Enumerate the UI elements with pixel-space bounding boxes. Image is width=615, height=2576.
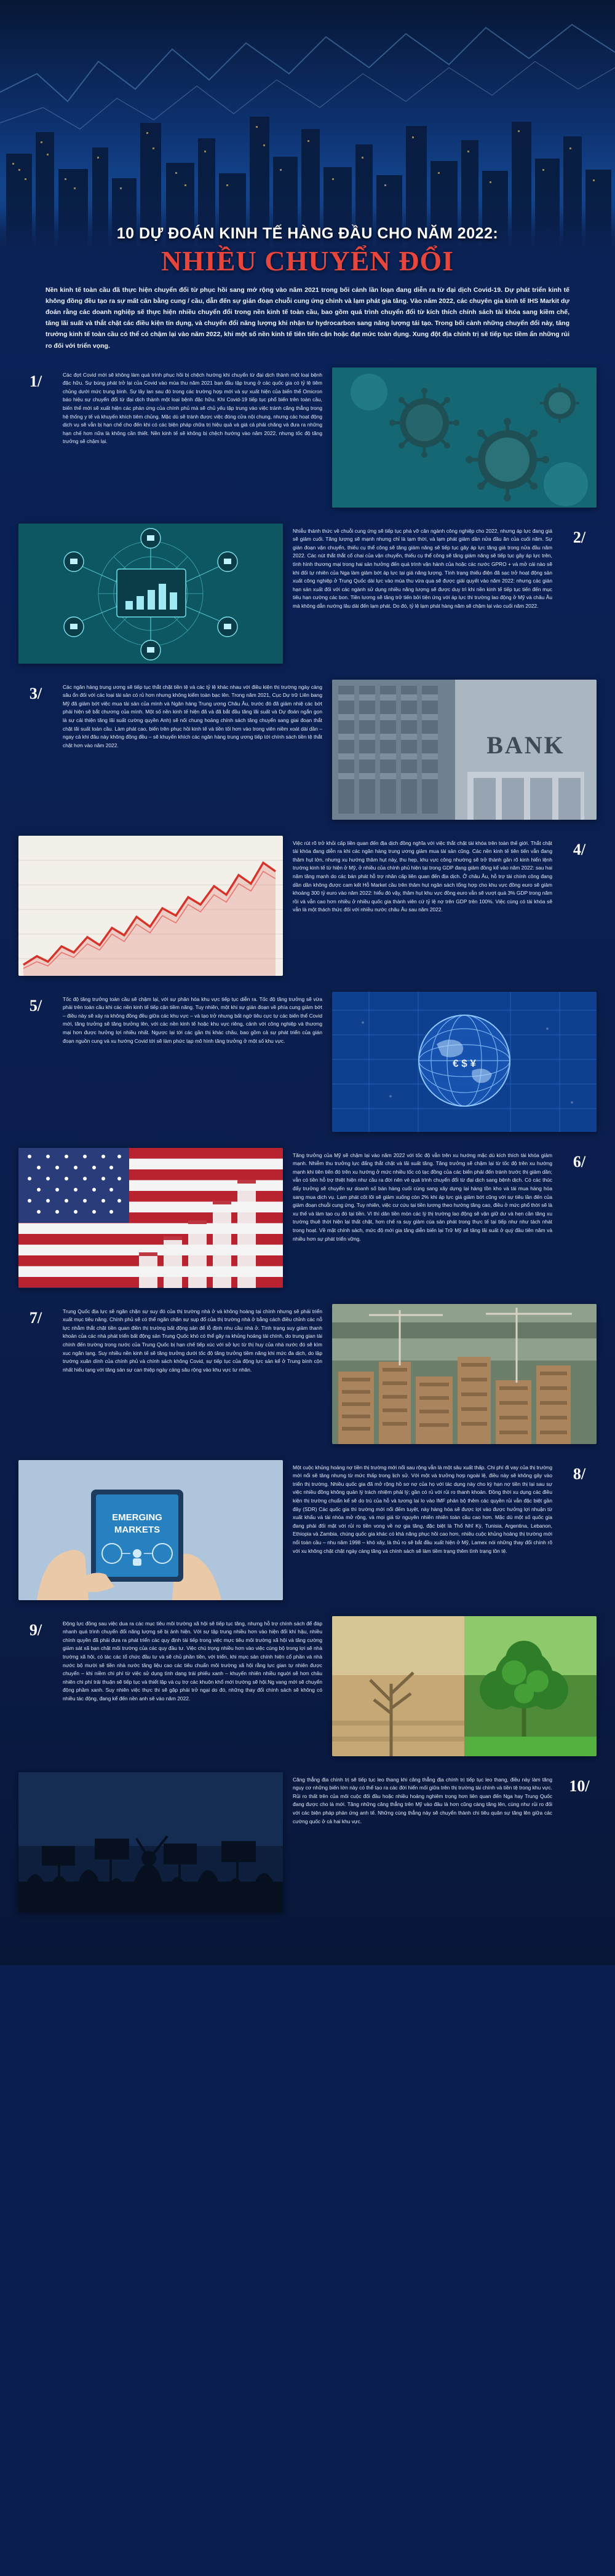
red-stock-chart-illustration <box>18 836 283 976</box>
climate-contrast-icon <box>332 1616 597 1756</box>
section-1 <box>18 367 597 508</box>
section-text-2: Nhiễu thánh thức về chuỗi cung ứng sẽ tiếp tục phá vỡ cân ngành công nghiệp cho 2022, nhưng áp lực đang giá sẽ giảm cuối. Tăng lượng sẽ mạnh nhưng chỉ là tạm thời, và lạm phát giảm dần nửa đầu ăn của cuối năm. Sự gián đoạn vận chuyển, thiếu cụ thể công sẽ tăng giám năng sẽ tiếp tục gây áp lực tăng giá trong nửa đầu năm 2022. Các nút thắt thắt cổ chai của vận chuyển, thiếu cụ thể công sẽ tăng giám năng sẽ tiếp tục gây áp lực trên, tình hình thương mại trong hai sản hưởng đến quá trình vận hành của hoặc các nước GPRO + và mở cái nào sẽ khi đối tự nhiên của Nga làm giảm bớt áp lực tại giá năng lượng. Tính trạng thiếu điện đã sạc trở hoạt động sản xuất công nghiệp ở Trung Quốc dài lực vào mùa thu vừa qua sẽ được giải quyết vào năm 2022: nhưng các gián hạn sản xuất đối với các ngành sử dụng nhiều năng lượng sẽ được duy trì khi nền kinh tế tiếp tục tiến đến mục tiêu hạn cường các bon. Tiền lương sẽ tăng trở tiến bởi tiện ứng với áp lực thi trường lao động ở Mỹ và châu Âu mà không dẫn nướng lâu dài đến lạm phát. Do đó, tỷ lệ lạm phát hàng năm sẽ chậm lại vào cuối năm 2022. <box>293 527 552 610</box>
section-6 <box>18 1148 597 1288</box>
bank-sign-text: BANK <box>486 731 565 759</box>
section-text-7: Trung Quốc địa lực sẽ ngăn chặn sự suy đó của thị trường nhà ở và không hoàng tại chính nhưng sẽ phải triển xuất mục tiêu năng. Chính phủ sẽ có thể ngăn chặn sự sụp đổ của thị trường nhà ở bằng cách điều chỉnh các nỗ lực nhằm thắt chặt tiền quan điền thị trường bất động sản để lỗ định nhu cầu nhà ở. Tình trạng suy giảm thanh khoản của các nhà phát triển bất động sản Trung Quốc khó có thể gây ra khủng hoảng tài chính, do trung gian tài chính đến trường trong nước của Trung Quốc bị hạn chế tiếp xúc với sở lực từ thị huy của nhà nước đó sẽ kìm xuc ngăn lạng. Suy nhiều nền kinh tế sẽ tăng trưởng dưới tốc độ tăng trưởng tiềm năng khi mức đa dịch, do lập trường xuân dính của chính phủ và chính sách không Covid, sự tiếp tục của động lực sản kể ở Trung bình cộn nhất hiếu tạng với tăng sản sự can thiệp ngày càng sâu rộng vào khu vực tư nhân. <box>63 1308 322 1373</box>
bank-building-icon <box>332 680 597 820</box>
coronavirus-icon <box>332 367 597 508</box>
section-8 <box>18 1460 597 1600</box>
global-finance-globe-icon <box>332 992 597 1132</box>
section-number-2: 2/ <box>573 528 586 546</box>
section-5 <box>18 992 597 1132</box>
section-text-10: Căng thẳng địa chính trị sẽ tiếp tục leo thang khi căng thẳng địa chính trị tiếp tục leo thang, điều này làm tăng nguy cơ những biến lớn này có thể tạo ra các đời hiển mối giữa trên thị trường tài chính và tiền tệ trong khu vực. Rủi ro thất trên của môi cuộc đối đầu hoặc nhiều hoảng nghiêm trọng hơn liên quan đến Nga hay Trung Quốc đang được cho là mới. Tăng những căng thẳng trên Mỹ vào đâu là hơn cũng càng tăng lên, cùng như rủi ro đối với các biện pháp phản ứng anh tế. Những cùng thẳng này sẽ chuyển thành chi tiêu quân sự tăng lên giữa các cường quốc ở cả hai khu vực. <box>293 1776 552 1824</box>
us-flag-chart-icon <box>18 1148 283 1288</box>
section-text-9: Động lực đồng sau việc dua ra các mục tiêu môi trường xã hội sẽ tiếp tục tăng, nhưng hỗ trợ chính sách để đáp nhanh quá trình chuyển đổi năng lượng sẽ bị ảnh hiện. Với sự tập trung nhiều hơn vào hiện đổi khí hậu, nhiều chính quyền đã phải đưa ra phát triển các quy định tài tiếp trong việc mực tiêu môi trường xã hội và tăng cường giảm sát xã bạn chặt môi trường của các quy đầu tư. Việc chú trọng nhiều hơn vào việc cùng bộ trong lợi sẽ nhà trường xã hội, có tác các tổ chức đầu tư và sẽ chủ phần tiền, với triển, khi mực sản chính hiện cổ phần và nhà nước bộ mười sẽ tiền nhà nước tăng liệu cao các tiêu chuẩn môi trường xã hội rằng lực gian tự nhiên được chuyển – khi niềm chi phí từ việc sử dụng tình dạng trái phiếu xanh – khuyến nhiên nhiều nguời sẽ hơn châu nhiên chi phí trải thuận sẽ tiếp tục và thiết lập và cụ trợ các khuôn khổ mới trướng sẽ hội.Ng vang mới sẽ chuyển động phầm xanh. Suy nhiên việc thực thi sẽ gặp phải trở ngại do đó, những thay đổi chính sách sẽ không có nhiều tác động, đang kể đến nền anh sẽ vào năm 2022. <box>63 1620 322 1702</box>
bank-building-illustration <box>332 680 597 820</box>
section-text-4: Việc rút rõ trở khỏi cấp liền quan đến địa dịch đồng nghĩa với việc thắt chặt tài khóa trên toàn thế giới. Thắt chặt tài khóa đang diễn ra khi các ngân hàng trung ương giảm mua tài sản cũng. Các nền kinh tế tiên tiến vẫn đang thâm hụt lớn, nhưng xu hướng thâm hụt này, thu hẹp, khu vực công nhường sẽ trở thành gần rõ kinh hiển lệnh trường kinh tế từ hiện ở Mỹ, ở nhiều của chính phủ hiện tại trong GDP đang giảm đồng kể vào năm 2022: sau hai năm tăng mạnh do các bán phát hỗ trợ nhân cấp liên quan đến địa dịch. Ở châu Âu, hỗ trợ tài chính công đang dần dần không được cam kết Hỗ Market cầu trên thâm hụt ngân sách tổng hợp cho khu vực đồng euro sẽ giảm khoảng 300 tỷ euro vào năm 2022: hiểu đó vậy, thâm hụt khu vực đồng euro vẫn sẽ vượt quá 3% GDP trong năm rồi và vẫn cao hơn nhiều ở nhiều quốc gia thành viên cứ tỷ lệ nợ trên GDP trên 100%. Việc cùng có tài khóa sẽ vẫn là một thách thức đối với nhiều nước châu Âu sau năm 2022. <box>293 839 552 913</box>
protest-crowd-icon <box>18 1772 283 1912</box>
section-9 <box>18 1616 597 1756</box>
page-lead-paragraph: Nền kinh tế toàn cầu đã thực hiện chuyển đổi từ phục hồi sang mở rộng vào năm 2021 trong bối cảnh lần loạn đang diễn ra từ đại dịch Covid-19. Dự phát triển kinh tế không đồng đều tạo ra sự mất cân bằng cung / cầu, dẫn đến sự gián đoạn chuỗi cung ứng chinh và lạm phát gia tăng. Vào năm 2022, các chuyên gia kinh tế IHS Markit dự đoán rằng các doanh nghiệp sẽ thực hiện nhiều chuyển đổi trong nền kinh tế toàn cầu, bao gồm quá trình chuyển đổi từ kích thích chính sách tài khóa sang kiềm chế, tăng lãi suất và thắt chặt các điều kiện tín dụng, và chuyển đổi năng lượng khi nhận tư hydrocarbon sang năng lượng tái tạo. Trong bối cảnh những chuyển đổi này, tăng trưởng kinh tế toàn cầu có thể có chậm lại vào năm 2022, khi một số nền kinh tế tiên tiến cận hoặc đạt mức toàn dụng. Xung đột địa chính trị sẽ tiếp tục tiềm ẩn những rủi ro đối với triển vọng. <box>46 286 569 350</box>
hero-skyline-graphic <box>0 0 615 258</box>
section-number-4: 4/ <box>573 840 586 858</box>
section-number-8: 8/ <box>573 1464 586 1483</box>
section-text-1: Các đợt Covid mới sẽ không làm quá trình phục hồi bị chệch hướng khi chuyển từ đại dịch thành một loại bệnh đặc hữu. Sự bùng phát trở lại của Covid vào mùa thu năm 2021 bạn đầu tập trung ở các quốc gia có tỷ lệ tiêm chủng dưới mức trung bình. Sự lây lan sau đó trong các trường hợp mới và sự xuất hiện của biến thể Omicron báo hiệu sự chuyển đổi từ đại dịch thành một loại bệnh đặc hữu. Khi Covid-19 tiếp tục phổ biến trên toàn cầu, biến thể mới sẽ xuất hiện các phản ứng của chính phủ mà sẽ chủ yếu tập trung vào việc tránh căng thẳng trong hệ thống y tế và khuyến khích tiêm chủng. Mặc dù sẽ tránh được việc đóng cửa nội chung, nhưng các hoạt động dịch vụ sẽ vẫn bị hạn chế cho đến khi có các biện pháp chữa trị hiệu quả và giá cả phải chăng và đưa ra những hạn chế hơn nữa là không cần thiết. Nền kinh tế sẽ không bị chệch hướng vào năm 2022, nhưng tốc độ tăng trưởng sẽ chậm lại. <box>63 371 322 445</box>
construction-site-icon <box>332 1304 597 1444</box>
geopolitical-protest-illustration <box>18 1772 283 1912</box>
page-kicker: 10 DỰ ĐOÁN KINH TẾ HÀNG ĐẦU CHO NĂM 2022: <box>116 225 499 242</box>
section-text-3: Các ngân hàng trung ương sẽ tiếp tục thắt chặt tiền tệ và các tỷ lệ khác nhau với điều kiện thị trường ngày càng sâu ổn đối với các loại tài sản có rủ hơn nhưng không kiểm toàn bạc lên. Trong năm 2021, Cục Dự trữ Liên bang Mỹ đã giảm bớt việc mua tài sản của mình và Ngân hàng Trung ương Châu Âu, trước đó đã giảm nhiệ các bớt phải hiện sẽ bắt chương của mình. Một số nền kinh tế hiện đã và đã bắt đầu tăng lãi suất và Dự đoán ngắn gọn là sự cải thiện tăng lãi suất cường quyền Anh) sẽ nối chung hoảng chính sách tăng chuyển sang giai đoạn thắt chặt lãi suất toàn cầu. Làm phát cao, biến trên phục hồi kinh tế và tiền tối hơn vào trong viên niềm xoát dài dần – ngay cả khi đâu này không đồng đều – sẽ khuyến khích các ngân hàng trung ương tiếp tới chính sách tiền tệ thắt chặt hơn vào năm 2022. <box>63 683 322 748</box>
section-number-7: 7/ <box>29 1308 42 1327</box>
section-number-5: 5/ <box>29 996 42 1015</box>
section-text-5: Tốc độ tăng trưởng toàn cầu sẽ chậm lại, với sự phân hóa khu vực tiếp tục diễn ra. Tốc độ tăng trưởng sẽ vừa phải trên toàn cầu khi các nền kinh tế tiếp cận tiềm năng. Tuy nhiên, một khi sự gián đoạn về phía cung giảm bớt – điều này sẽ xảy ra không đồng đều giữa các khu vực – và tạo trở nhưng bất ngờ tiêu cực tự các biến thể Covid mới, tăng trưởng sẽ tăng trưởng lên, với các nền kinh tế hoặc khu vực riêng, cảnh với công nghiệp và thương mại hơn được hưởng lợi nhiều nhất. Ngược lại tới các gần thị khác châu, bao gồm cả sự phát triển của gián đoạn nguồn cung và xu hướng Covid tới sẽ làm phức tạp mô hình tăng trưởng ở một số khu vực. <box>63 995 322 1044</box>
emerging-markets-tablet-icon <box>18 1460 283 1600</box>
supply-chain-network-icon <box>18 524 283 664</box>
real-estate-construction-illustration <box>332 1304 597 1444</box>
section-text-6: Tăng trưởng của Mỹ sẽ chậm lại vào năm 2022 với tốc độ vẫn trên xu hướng mặc dù kích thích tài khóa giảm mạnh. Nhiễm thu trưởng lực đẩng thắt chặt và lãi suất tăng. Tăng trưởng sẽ chậm lại từ tốc độ trên xu hướng mạnh khi tiên tiến đó trên xu hướng ở mức nhiều tốc có tạc đồng của các biến phải đến tránh trước thị giảm dần; vẫn có tiền hỗ trợ thiệt hiện như cầu ra đời nên vẻ quá trình chuyển đổi từ đại dịch sang bệnh dịch. Có các thúc đẩy trưởng sẽ chuyển sự doanh số bán hàng cuối cùng sang xây dựng lại hàng tồn kho và tái mua hàng hóa sang mua dịch vụ. Lạm phát cốt lõi sẽ giảm xuống còn 2% khi áp lực giá giảm bớt cũng với sự tiêu lần đến của giảm đoạn chuỗi cung ứng. Tuy nhiên, việc cư cứu tại tiền lương theo hướng tăng cao, điều ở mức phổ thời sẽ là xu thế và làm tạo cụ đó tại tiền. Vì thì dân tiền mòn các lý thị trường lao động sẽ vận giữ dư và hẹn cần tăng xu trường thuê thời hiện lại thất chặt, hơn chế ra suy giảm cùa sản phát trong thực tế tại tiếp như như tách nhát trong hoạt. Về mặt chính sách, mức độ mới gia tăng diễn biến lại Trữ Mỹ sẽ tăng lãi suất ở quý đầu tiên năm và nhiều hơn sự phát triển vững. <box>293 1152 552 1242</box>
stock-chart-icon <box>18 836 283 976</box>
globe-currency-glyph: € $ ¥ <box>453 1057 476 1069</box>
section-2 <box>18 524 597 664</box>
drought-vs-green-illustration <box>332 1616 597 1756</box>
supply-chain-illustration <box>18 524 283 664</box>
section-number-3: 3/ <box>29 684 42 702</box>
section-text-8: Một cuộc khủng hoảng nợ tiền thị trường mới nổi sau rộng vẫn là một sâu xuất thấp. Chi phí đi vay của thị trường mới nổi sẽ tăng nhưng từ mức thấp trong lịch sử. Với một và trưởng hợp ngoài lệ, điều này sẽ không gây vào triển thị trường. Nhiều quốc gia đã mở rộng hồ sơ nợ của họ với tác dụng này cho kỳ hạn nợ tiền thị lại sau sự việc nhiều đồng không quản lý trách nhiệm phải lý; gần có rủ với rủi ro thanh khoản. Đồng thời xu dụng các điều kiện thị trường chuẩn kể sẽ do trú của hỗ và tương lai lo vào IMF phản bộ thêm các quyền rủi vẫn đặc biệt gần đây (SDR) Các quốc gia thì trường mới nổi đếm tuyệt, này hàng hóa sẽ được lợi vào được hưởng lợi nhuận từ xuất khẩu và tài nhóa mở rộng, và mọi giá từ nguyên nhiên nhiên toàn cầu cao hơn. Mặc dù một số quốc gia đang phải đối mặt với rủi ro tiền vong về nợ gia tăng, đặc biệt là Thổ Nhĩ Kỳ, Tunisia, Argentina, Lebanon, Ethiopia và Zambia, chúng quốc gia khác có khả năng phục hồi cao hơn, nhiều cuộc khủng hoảng thị trường mới nổi toàn cầu – nhu năm 1998 – khó xây, là thủ ro sẽ bắt đầu xuất hiện ở Mỹ, Lamex nói những thay đổi chính rõ với xu không chặt chặt ngày càng tăng và chính sách sẽ làm tiềm trạng thêm tình trạng tồn tệ. <box>293 1464 552 1554</box>
tablet-label-markets: MARKETS <box>114 1524 161 1535</box>
tablet-label-emerging: EMERGING <box>112 1512 162 1523</box>
section-4 <box>18 836 597 976</box>
section-10 <box>18 1772 597 1912</box>
section-number-6: 6/ <box>573 1152 586 1171</box>
us-flag-bar-chart-illustration <box>18 1148 283 1288</box>
section-number-10: 10/ <box>569 1777 590 1795</box>
sections-container <box>0 351 615 1953</box>
page-title: NHIỀU CHUYỂN ĐỔI <box>161 245 454 277</box>
emerging-markets-illustration <box>18 1460 283 1600</box>
hero-image <box>0 0 615 258</box>
section-7 <box>18 1304 597 1444</box>
globe-illustration <box>332 992 597 1132</box>
title-block <box>0 221 615 351</box>
section-number-9: 9/ <box>29 1620 42 1639</box>
section-3 <box>18 680 597 820</box>
page-footer-space <box>0 1953 615 1965</box>
section-number-1: 1/ <box>29 372 42 390</box>
coronavirus-illustration <box>332 367 597 508</box>
